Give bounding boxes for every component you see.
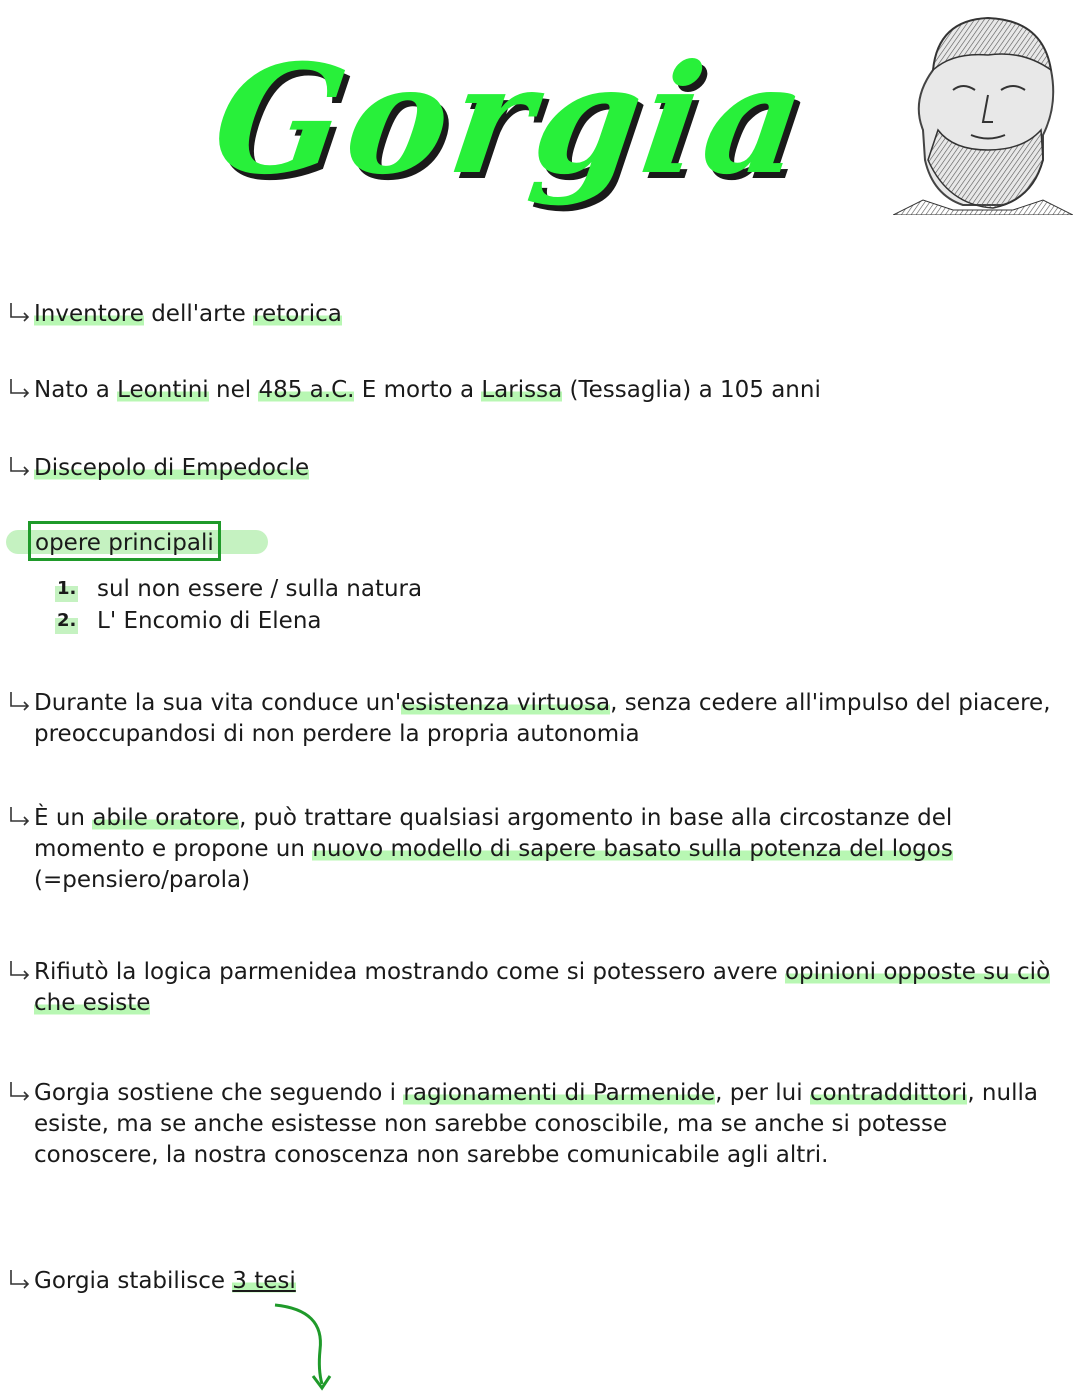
note-nascita xyxy=(8,375,1070,406)
highlighted-term: contraddittori xyxy=(809,1080,968,1106)
text-run: Nato a xyxy=(34,377,118,403)
arrow-icon xyxy=(8,301,32,325)
text-run: , nulla esiste, ma se anche esistesse non sarebbe conoscibile, ma se anche si potesse conoscere, la nostra conoscenza non sarebbe comunicabile agli altri. xyxy=(34,1080,1038,1168)
philosopher-bust-icon xyxy=(893,10,1073,215)
text-run: È un xyxy=(34,805,93,831)
text-run: Gorgia stabilisce xyxy=(34,1268,233,1294)
note-text xyxy=(8,299,1070,330)
arrow-icon xyxy=(8,959,32,983)
text-run: (=pensiero/parola) xyxy=(34,867,251,893)
arrow-icon xyxy=(8,1268,32,1292)
section-opere-principali xyxy=(6,521,271,563)
note-text xyxy=(8,1078,1070,1171)
highlighted-term: ragionamenti di Parmenide xyxy=(403,1080,716,1106)
note-text xyxy=(8,803,1070,896)
list-item xyxy=(55,573,555,605)
note-tesi-parmenide xyxy=(8,1078,1070,1171)
text-run: E morto a xyxy=(354,377,482,403)
highlighted-term: Leontini xyxy=(117,377,209,403)
curved-arrow-icon xyxy=(270,1300,340,1392)
highlighted-term: Discepolo di Empedocle xyxy=(34,455,310,481)
works-list xyxy=(55,573,555,637)
text-run: Rifiutò la logica parmenidea mostrando come si potessero avere xyxy=(34,959,785,985)
arrow-icon xyxy=(8,805,32,829)
note-text xyxy=(8,957,1070,1019)
note-oratore xyxy=(8,803,1070,896)
arrow-icon xyxy=(8,1080,32,1104)
highlighted-term: abile oratore xyxy=(92,805,240,831)
list-item-text: sul non essere / sulla natura xyxy=(97,576,423,602)
text-run: nel xyxy=(208,377,259,403)
arrow-icon xyxy=(8,690,32,714)
note-text xyxy=(8,375,1070,406)
text-run: , per lui xyxy=(715,1080,810,1106)
text-run: Gorgia sostiene che seguendo i xyxy=(34,1080,404,1106)
highlighted-term: esistenza virtuosa xyxy=(401,690,611,716)
note-text xyxy=(8,1266,1070,1297)
highlighted-term: nuovo modello di sapere basato sulla potenza del logos xyxy=(312,836,953,862)
text-run: dell'arte xyxy=(143,301,254,327)
page-title: Gorgia xyxy=(204,32,820,208)
note-text xyxy=(8,688,1070,750)
note-tre-tesi xyxy=(8,1266,1070,1297)
text-run: , può trattare qualsiasi argomento in base alla circostanze del momento e propone un xyxy=(34,805,953,862)
note-logica xyxy=(8,957,1070,1019)
text-run: , senza cedere all'impulso del piacere, preoccupandosi di non perdere la propria autonomia xyxy=(34,690,1051,747)
list-item xyxy=(55,605,555,637)
text-run: Durante la sua vita conduce un' xyxy=(34,690,402,716)
arrow-icon xyxy=(8,377,32,401)
section-heading: opere principali xyxy=(28,521,221,561)
note-inventore xyxy=(8,299,1070,330)
note-text xyxy=(8,453,1070,484)
highlighted-term: Inventore xyxy=(34,301,144,327)
list-item-text: L' Encomio di Elena xyxy=(97,608,322,634)
note-vita xyxy=(8,688,1070,750)
highlighted-term: 485 a.C. xyxy=(258,377,355,403)
list-number: 2. xyxy=(55,605,78,637)
highlighted-term: 3 tesi xyxy=(232,1268,296,1294)
text-run: (Tessaglia) a 105 anni xyxy=(562,377,821,403)
highlighted-term: Larissa xyxy=(481,377,563,403)
list-number: 1. xyxy=(55,573,78,605)
note-discepolo xyxy=(8,453,1070,484)
highlighted-term: opinioni opposte su ciò che esiste xyxy=(34,959,1051,1016)
arrow-icon xyxy=(8,455,32,479)
highlighted-term: retorica xyxy=(253,301,342,327)
